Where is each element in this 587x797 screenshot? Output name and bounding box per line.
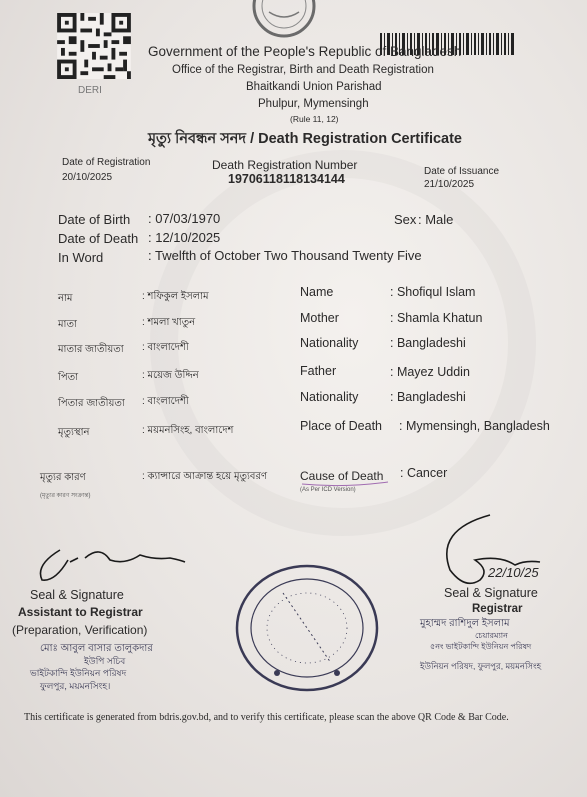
qr-caption: DERI: [78, 85, 102, 96]
dob-value: : 07/03/1970: [148, 211, 221, 226]
qr-code[interactable]: [56, 13, 132, 79]
father-nationality-en-label: Nationality: [300, 390, 359, 404]
dod-value: : 12/10/2025: [148, 230, 221, 245]
right-stamp-line-1: মুহাম্মদ রাশিদুল ইসলাম: [420, 618, 510, 629]
registrar-role-label: Registrar: [472, 603, 523, 615]
death-cause-bn-label: মৃত্যুর কারণ: [40, 472, 86, 483]
footer-note: This certificate is generated from bdris.gov.bd, and to verify this certificate, please scan the above QR Code & Bar Code.: [24, 712, 509, 723]
death-place-en-label: Place of Death: [300, 419, 382, 433]
name-en-value: : Shofiqul Islam: [390, 285, 476, 299]
death-cause-en-note: (As Per ICD Version): [300, 487, 356, 493]
header-office: Office of the Registrar, Birth and Death Registration: [172, 64, 434, 76]
right-stamp-line-3: ৫নং ভাইটকান্দি ইউনিয়ন পরিষদ: [430, 642, 532, 651]
left-stamp-line-3: ভাইটকান্দি ইউনিয়ন পরিষদ: [30, 668, 127, 678]
registration-number-value: 19706118118134144: [228, 172, 345, 186]
sex-label: Sex: [394, 212, 417, 227]
union-parishad-seal-icon: [233, 563, 381, 693]
name-bn-label: নাম: [58, 293, 73, 304]
mother-nationality-en-label: Nationality: [300, 336, 359, 350]
mother-en-label: Mother: [300, 311, 339, 325]
father-bn-label: পিতা: [58, 372, 79, 383]
sex-value: : Male: [418, 212, 454, 227]
death-cause-bn-value: : ক্যান্সারে আক্রান্ত হয়ে মৃত্যুবরণ: [142, 471, 268, 482]
page-title: মৃত্যু নিবন্ধন সনদ / Death Registration Certificate: [148, 131, 462, 147]
father-nationality-en-value: : Bangladeshi: [390, 390, 466, 404]
father-nationality-bn-value: : বাংলাদেশী: [142, 396, 189, 407]
header-rule: (Rule 11, 12): [290, 114, 339, 124]
name-en-label: Name: [300, 285, 334, 299]
death-place-bn-value: : ময়মনসিংহ, বাংলাদেশ: [142, 425, 234, 436]
mother-bn-label: মাতা: [58, 319, 77, 330]
mother-nationality-bn-value: : বাংলাদেশী: [142, 342, 189, 353]
right-stamp-line-4: ইউনিয়ন পরিষদ, ফুলপুর, ময়মনসিংহ: [420, 661, 542, 671]
left-seal-signature-label: Seal & Signature: [30, 588, 124, 602]
registrar-signed-date: 22/10/25: [488, 565, 539, 580]
issuance-date-value: 21/10/2025: [424, 179, 475, 190]
registration-number-label: Death Registration Number: [212, 158, 358, 172]
header-government: Government of the People's Republic of Bangladesh: [148, 44, 462, 59]
underline-scribble-icon: [300, 480, 390, 488]
death-place-en-value: : Mymensingh, Bangladesh: [399, 419, 550, 433]
father-bn-value: : ময়েজ উদ্দিন: [142, 370, 199, 381]
father-en-label: Father: [300, 364, 337, 378]
header-union: Bhaitkandi Union Parishad: [246, 81, 382, 93]
father-en-value: : Mayez Uddin: [390, 365, 470, 379]
left-stamp-line-1: মোঃ আবুল বাসার তালুকদার: [40, 643, 153, 654]
issuance-date-label: Date of Issuance: [424, 166, 500, 177]
assistant-role-label: Assistant to Registrar: [18, 605, 143, 619]
death-cause-en-label: Cause of Death: [300, 469, 384, 483]
mother-nationality-bn-label: মাতার জাতীয়তা: [58, 344, 124, 355]
government-emblem-icon: [251, 0, 317, 40]
right-seal-signature-label: Seal & Signature: [444, 586, 538, 600]
left-stamp-line-2: ইউপি সচিব: [84, 656, 126, 666]
death-cause-bn-note: (মৃত্যুর কারণ সংক্রান্ত): [40, 493, 91, 499]
mother-nationality-en-value: : Bangladeshi: [390, 336, 466, 350]
left-stamp-line-4: ফুলপুর, ময়মনসিংহ।: [40, 681, 111, 691]
mother-bn-value: : শমলা খাতুন: [142, 317, 196, 328]
death-place-bn-label: মৃত্যুস্থান: [58, 427, 90, 438]
father-nationality-bn-label: পিতার জাতীয়তা: [58, 398, 125, 409]
header-location: Phulpur, Mymensingh: [258, 98, 369, 110]
dob-label: Date of Birth: [58, 212, 131, 227]
registration-date-value: 20/10/2025: [62, 172, 113, 183]
assistant-signature-icon: [30, 540, 190, 590]
registration-date-label: Date of Registration: [62, 157, 151, 168]
mother-en-value: : Shamla Khatun: [390, 311, 483, 325]
dod-label: Date of Death: [58, 231, 139, 246]
assistant-role-sub: (Preparation, Verification): [12, 623, 148, 637]
inword-value: : Twelfth of October Two Thousand Twenty Five: [148, 248, 422, 263]
death-cause-en-value: : Cancer: [400, 466, 448, 480]
inword-label: In Word: [58, 250, 104, 265]
right-stamp-line-2: চেয়ারম্যান: [475, 631, 508, 640]
name-bn-value: : শফিকুল ইসলাম: [142, 291, 209, 302]
